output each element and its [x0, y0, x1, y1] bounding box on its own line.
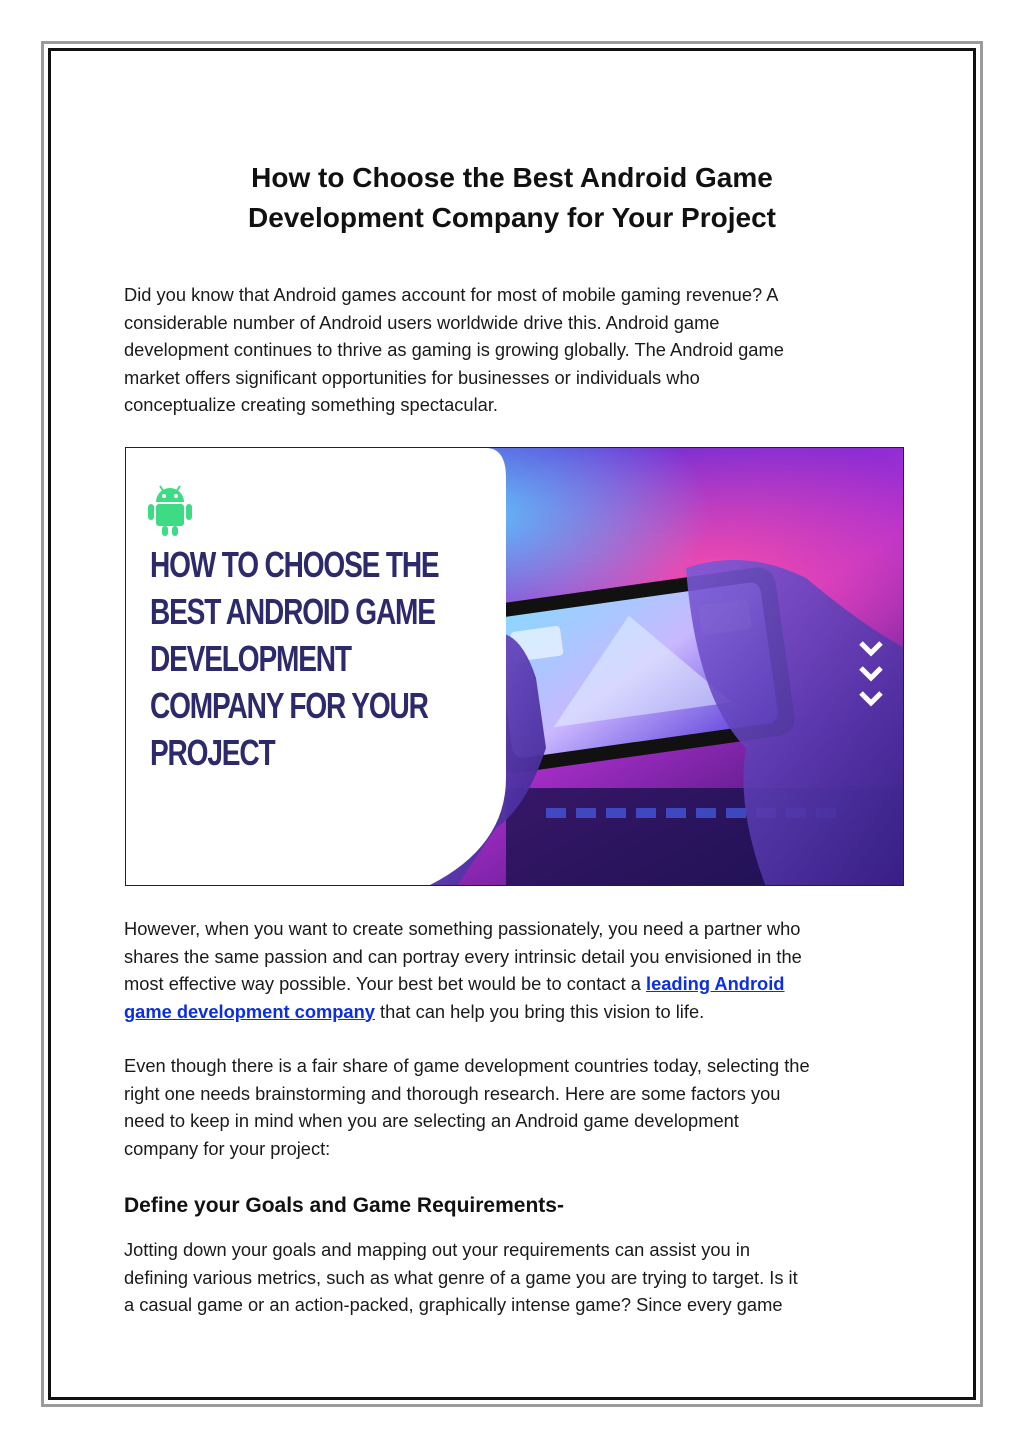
text-run: most effective way possible. Your best bet would be to contact a — [124, 973, 647, 994]
section-heading: Define your Goals and Game Requirements- — [124, 1194, 564, 1217]
text-line: Even though there is a fair share of game development countries today, selecting the — [124, 1055, 810, 1076]
text-line — [124, 970, 914, 998]
text-line: considerable number of Android users worldwide drive this. Android game — [124, 311, 720, 333]
banner-heading-line: PROJECT — [150, 732, 275, 773]
banner-heading-line: COMPANY FOR YOUR — [150, 685, 428, 726]
text-line: a casual game or an action-packed, graphically intense game? Since every game — [124, 1294, 783, 1315]
text-line — [124, 998, 914, 1026]
text-line: defining various metrics, such as what genre of a game you are trying to target. Is it — [124, 1266, 798, 1288]
title-line: How to Choose the Best Android Game — [251, 162, 773, 193]
banner-heading-line: DEVELOPMENT — [150, 638, 351, 679]
text-line: need to keep in mind when you are selecting an Android game development — [124, 1110, 739, 1131]
text-run: that can help you bring this vision to life. — [374, 1000, 705, 1022]
paragraph-goals — [124, 1236, 914, 1319]
text-line: conceptualize creating something spectacular. — [124, 394, 498, 415]
text-line: market offers significant opportunities for businesses or individuals who — [124, 366, 700, 388]
intro-paragraph — [124, 281, 914, 419]
text-line: company for your project: — [124, 1137, 331, 1159]
paragraph-factors — [124, 1052, 914, 1162]
text-line: shares the same passion and can portray every intrinsic detail you envisioned in the — [124, 945, 802, 967]
text-line: right one needs brainstorming and thorough research. Here are some factors you — [124, 1082, 781, 1104]
document-title — [100, 158, 924, 238]
banner-heading-line: BEST ANDROID GAME — [150, 591, 435, 632]
title-line: Development Company for Your Project — [248, 202, 776, 233]
text-line: Jotting down your goals and mapping out your requirements can assist you in — [124, 1239, 750, 1260]
text-line: development continues to thrive as gaming is growing globally. The Android game — [124, 339, 784, 360]
text-line: Did you know that Android games account for most of mobile gaming revenue? A — [124, 284, 779, 305]
android-game-company-link[interactable]: leading Android — [646, 973, 785, 994]
paragraph-partner — [124, 915, 914, 1025]
text-line: However, when you want to create something passionately, you need a partner who — [124, 918, 801, 939]
android-game-company-link-cont[interactable]: game development company — [124, 1000, 375, 1022]
banner-heading-line: HOW TO CHOOSE THE — [150, 544, 439, 585]
